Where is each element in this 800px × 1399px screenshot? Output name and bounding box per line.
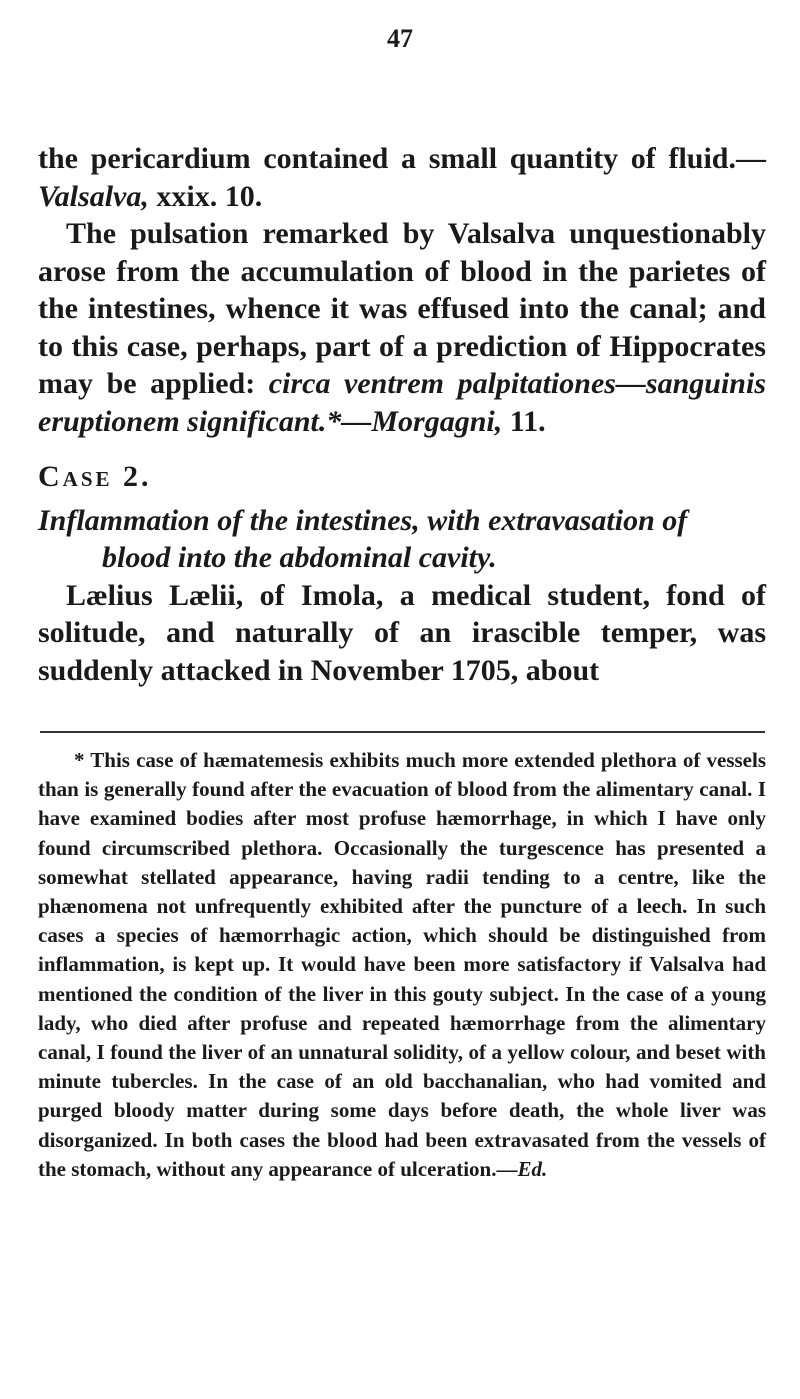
paragraph-1-text: the pericardium contained a small quantity of fluid.— [38, 142, 766, 175]
footnote-text: * This case of hæmatemesis exhibits much more extended plethora of vessels than is generally found after the evacuation of blood from the alimentary canal. I have examined bodies after most profuse hæmorrhage, in which I have only found circumscribed plethora. Occasionally the turgescence has presented a somewhat stellated appearance, having radii tending to a centre, like the phænomena not unfrequently exhibited after the puncture of a leech. In such cases a species of hæmorrhagic action, which should be distinguished from inflammation, is kept up. It would have been more satisfactory if Valsalva had mentioned the condition of the liver in this gouty subject. In the case of a young lady, who died after profuse and repeated hæmorrhage from the alimentary canal, I found the liver of an unnatural solidity, of a yellow colour, and beset with minute tubercles. In the case of an old bacchanalian, who had vomited and purged bloody matter during some days before death, the whole liver was disorganized. In both cases the blood had been extravasated from the vessels of the stomach, without any appearance of ulceration.— [38, 748, 766, 1181]
paragraph-3: Lælius Lælii, of Imola, a medical student, fond of solitude, and naturally of an irascible temper, was suddenly attacked in November 1705, about [38, 578, 766, 687]
citation-valsalva: Valsalva, [38, 179, 149, 213]
footnote [38, 746, 766, 1184]
citation-valsalva-ref: xxix. 10. [148, 179, 263, 213]
case-subheading-line2: blood into the abdominal cavity. [102, 541, 497, 574]
latin-quote: circa ventrem palpitationes—sanguinis eruptionem significant.*—Morgagni, [38, 367, 767, 438]
case-subheading-line1: Inflammation of the intestines, with extravasation of [38, 503, 688, 537]
footnote-paragraph [38, 746, 766, 1184]
case-heading: Case 2. [38, 460, 152, 493]
page-number: 47 [387, 24, 413, 53]
paragraph-2 [38, 215, 766, 440]
footnote-divider [40, 731, 765, 733]
footnote-signature: Ed. [517, 1156, 548, 1181]
citation-morgagni-ref: 11. [502, 404, 546, 438]
paragraph-2-text: The pulsation remarked by Valsalva unquestionably arose from the accumulation of blood in the parietes of the intestines, whence it was effused into the canal; and to this case, perhaps, part of a prediction of Hippocrates may be applied: [38, 217, 766, 400]
main-text [38, 140, 766, 689]
case-subheading [38, 502, 766, 577]
paragraph-1 [38, 140, 766, 215]
